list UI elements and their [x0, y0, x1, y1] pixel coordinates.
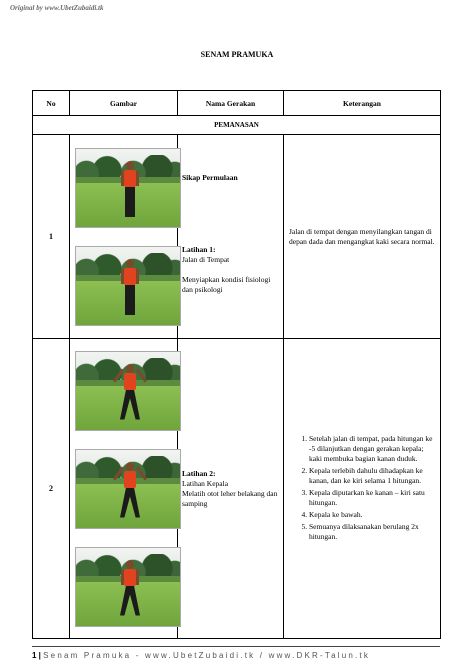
name-cell [178, 339, 284, 639]
section-row [33, 116, 441, 135]
exercise-photo [75, 449, 181, 529]
footer-divider [32, 646, 440, 647]
image-cell [70, 135, 178, 339]
table-row [33, 135, 441, 339]
exercise-photo [75, 246, 181, 326]
name-description: Menyiapkan kondisi fisiologi dan psikologi [182, 275, 271, 294]
footer-text: Senam Pramuka - www.UbetZubaidi.tk / www.DKR-Talun.tk [43, 651, 371, 660]
person-figure [120, 560, 140, 622]
list-item: 4. Kepala ke bawah. [309, 510, 435, 520]
name-subtitle: Latihan Kepala [182, 478, 229, 488]
list-item: 5. Semuanya dilaksanakan berulang 2x hitungan. [309, 522, 435, 542]
list-item: 3. Kepala diputarkan ke kanan – kiri satu hitungan. [309, 488, 435, 508]
description-cell [284, 339, 441, 639]
header-gambar: Gambar [70, 91, 178, 116]
exercise-photo [75, 148, 181, 228]
person-figure [120, 462, 140, 524]
row-number: 2 [33, 339, 70, 639]
watermark: Original by www.UbetZubaidi.tk [10, 4, 104, 12]
page-footer: 1 | Senam Pramuka - www.UbetZubaidi.tk / www.DKR-Talun.tk [32, 651, 371, 660]
header-keterangan: Keterangan [284, 91, 441, 116]
image-cell [70, 339, 178, 639]
page-number: 1 [32, 651, 37, 660]
row-number: 1 [33, 135, 70, 339]
name-description: Melatih otot leher belakang dan samping [182, 488, 278, 508]
table-row [33, 339, 441, 639]
exercise-table [32, 90, 441, 639]
person-figure [120, 161, 140, 223]
header-no: No [33, 91, 70, 116]
name-cell [178, 135, 284, 339]
exercise-photo [75, 547, 181, 627]
name-title: Latihan 2: [182, 468, 216, 478]
name-title: Latihan 1: [182, 245, 216, 254]
name-subtitle: Jalan di Tempat [182, 255, 230, 264]
document-title: SENAM PRAMUKA [200, 50, 274, 59]
description-cell: Jalan di tempat dengan menyilangkan tangan di depan dada dan mengangkat kaki secara normal. [284, 135, 441, 339]
name-title: Sikap Permulaan [182, 173, 238, 182]
table-header-row [33, 91, 441, 116]
list-item: 1. Setelah jalan di tempat, pada hitungan ke -5 dilanjutkan dengan gerakan kepala; kaki membuka bagian kanan duduk. [309, 434, 435, 464]
list-item: 2. Kepala terlebih dahulu dihadapkan ke kanan, dan ke kiri selama 1 hitungan. [309, 466, 435, 486]
steps-list [289, 434, 435, 542]
person-figure [120, 364, 140, 426]
section-title: PEMANASAN [33, 116, 441, 135]
header-nama: Nama Gerakan [178, 91, 284, 116]
person-figure [120, 259, 140, 321]
exercise-photo [75, 351, 181, 431]
